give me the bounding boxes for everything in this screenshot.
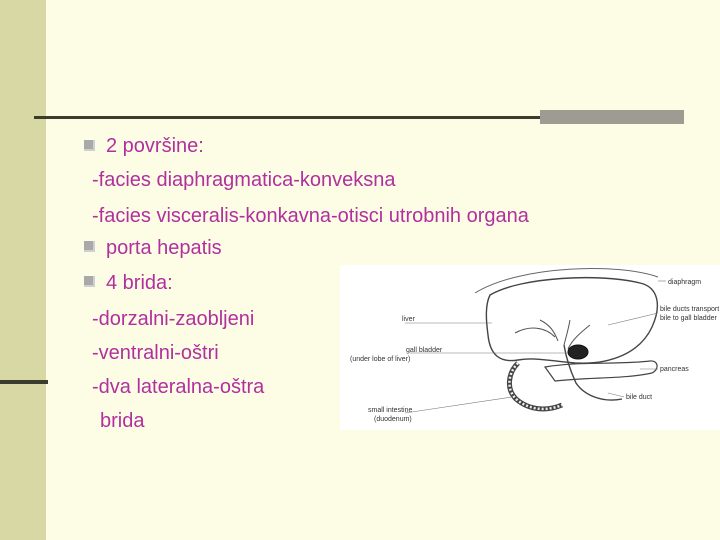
label-bile-ducts-transport: bile ducts transport	[660, 306, 720, 313]
subline-2: -facies visceralis-konkavna-otisci utrobnih organa	[92, 205, 529, 227]
title-rule-accent	[540, 110, 684, 124]
subline-4: -ventralni-oštri	[92, 342, 219, 364]
subline-6: brida	[100, 410, 145, 432]
label-liver: liver	[402, 316, 415, 323]
label-small-intestine: small intestine	[368, 407, 413, 414]
bullet-marker-1	[84, 140, 95, 151]
subline-1: -facies diaphragmatica-konveksna	[92, 169, 396, 191]
label-diaphragm: diaphragm	[668, 279, 702, 286]
left-decorative-bar	[0, 0, 46, 540]
left-bar-stripe	[0, 380, 48, 384]
label-duodenum: (duodenum)	[374, 416, 412, 423]
bullet-text-2: porta hepatis	[106, 237, 222, 259]
subline-3: -dorzalni-zaobljeni	[92, 308, 255, 330]
subline-5: -dva lateralna-oštra	[92, 376, 265, 398]
label-pancreas: pancreas	[660, 366, 689, 373]
label-under-lobe: (under lobe of liver)	[350, 356, 411, 363]
label-bile-duct: bile duct	[626, 394, 653, 401]
liver-anatomy-illustration	[340, 265, 720, 430]
bullet-marker-3	[84, 276, 95, 287]
label-bile-to-gall-bladder: bile to gall bladder	[660, 315, 717, 322]
bullet-text-3: 4 brida:	[106, 272, 173, 294]
liver-anatomy-figure	[340, 265, 720, 430]
bullet-text-1: 2 površine:	[106, 135, 204, 157]
bullet-marker-2	[84, 241, 95, 252]
label-gall-bladder: gall bladder	[406, 347, 443, 354]
